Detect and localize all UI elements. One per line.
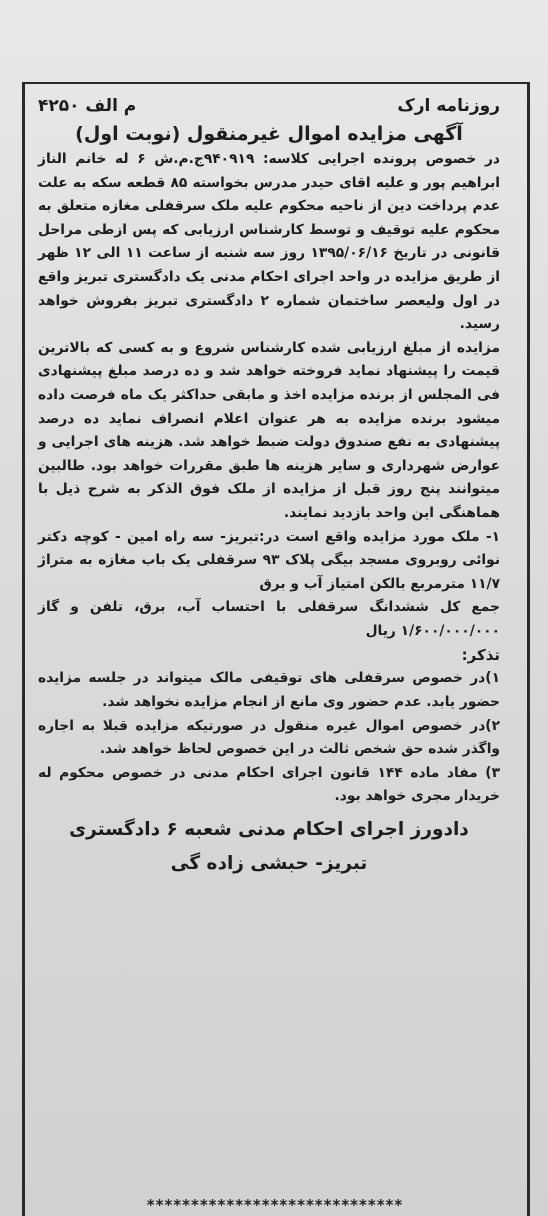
total-value: جمع کل ششدانگ سرقفلی با احتساب آب، برق، تلفن و گاز ۱/۶۰۰/۰۰۰/۰۰۰ ریال — [38, 599, 500, 639]
signature-line-1: دادورز اجرای احکام مدنی شعبه ۶ دادگستری — [69, 819, 469, 841]
note-item: ۳) مفاد ماده ۱۴۴ قانون اجرای احکام مدنی در خصوص محکوم له خریدار مجری خواهد بود. — [38, 764, 500, 805]
notice-code: م الف ۴۲۵۰ — [38, 96, 137, 116]
signature — [38, 813, 500, 881]
conditions-paragraph: مزایده از مبلغ ارزیابی شده کارشناس شروع و به کسی که بالاترین قیمت را پیشنهاد نماید فروخته خواهد شد و ده درصد مبلغ پیشنهادی فی المجلس از برنده مزایده اخذ و مابقی حداکثر یک ماه فرصت داده میشود برنده مزایده به هر عنوان اعلام انصراف نماید ده درصد پیشنهادی به نفع صندوق دولت ضبط خواهد شد. هزینه های اجرایی و عوارض شهرداری و سایر هزینه ها طبق مقررات خواهد بود. طالبین میتوانند پنج روز قبل از مزایده از ملک فوق الذکر به شرح ذیل با هماهنگی این واحد بازدید نمایند. — [38, 339, 500, 521]
property-description: ۱- ملک مورد مزایده واقع است در:تبریز- سه راه امین - کوچه دکتر نوائی روبروی مسجد بیگی پلاک ۹۳ سرقفلی یک باب مغازه به متراژ ۱۱/۷ مترمربع بالکن امتیاز آب و برق — [38, 528, 500, 592]
signature-line-2: تبریز- حبشی زاده گی — [170, 853, 368, 875]
star-border: ***************************** — [146, 1196, 404, 1214]
notice-title: آگهی مزایده اموال غیرمنقول (نوبت اول) — [75, 123, 463, 145]
newspaper-name: روزنامه ارک — [397, 96, 500, 116]
note-item: ۱)در خصوص سرقفلی های توقیفی مالک میتواند در جلسه مزایده حضور یابد. عدم حضور وی مانع از انجام مزایده نخواهد شد. — [38, 670, 500, 711]
notice-header — [38, 94, 500, 118]
note-item: ۲)در خصوص اموال غیره منقول در صورتیکه مزایده قبلا به اجاره واگذر شده حق شخص ثالث در این خصوص لحاظ خواهد شد. — [38, 717, 500, 758]
auction-notice — [38, 94, 500, 881]
intro-paragraph: در خصوص پرونده اجرایی کلاسه: ۹۴۰۹۱۹ج.م.ش ۶ له خانم الناز ابراهیم پور و علیه اقای حیدر مدرس بخواسته ۸۵ قطعه سکه به علت عدم پرداخت دین از ناحیه محکوم علیه ملک سرقفلی مغازه متعلق به محکوم علیه توقیف و توسط کارشناس ارزیابی که پس ازطی مراحل قانونی در تاریخ ۱۳۹۵/۰۶/۱۶ روز سه شنبه از ساعت ۱۱ الی ۱۲ ظهر از طریق مزایده در واحد اجرای احکام مدنی یک دادگستری تبریز واقع در اول ولیعصر ساختمان شماره ۲ دادگستری تبریز بفروش خواهد رسید. — [38, 151, 500, 333]
notes-heading: تذکر: — [461, 646, 500, 665]
